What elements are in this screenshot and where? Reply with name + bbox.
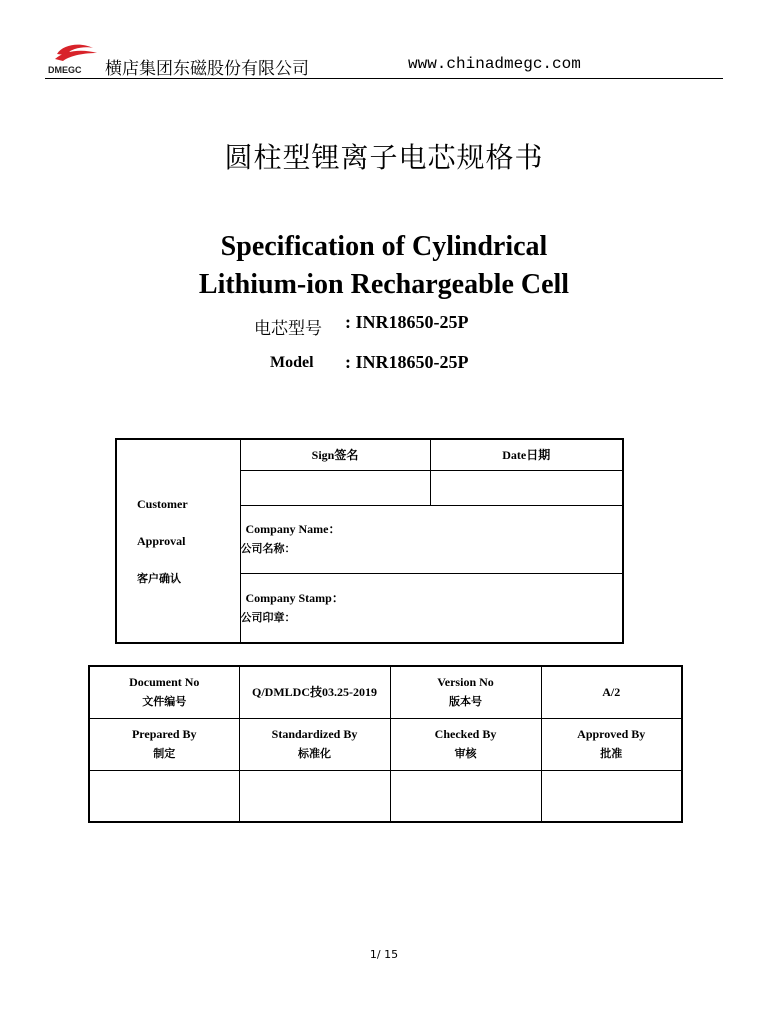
model-label-cn: 电芯型号 <box>254 319 322 339</box>
version-no-label: Version No 版本号 <box>390 666 541 718</box>
document-info-table <box>88 665 683 823</box>
date-cell[interactable] <box>430 470 623 505</box>
prepared-by-label: Prepared By 制定 <box>89 718 239 770</box>
model-label-en: Model <box>270 354 314 371</box>
title-english-line1: Specification of Cylindrical <box>220 231 548 262</box>
model-value-cn-line: : INR18650-25P <box>345 312 469 332</box>
checked-by-label: Checked By 审核 <box>390 718 541 770</box>
document-no-label: Document No 文件编号 <box>89 666 239 718</box>
page-header <box>45 38 723 79</box>
sign-cell[interactable] <box>240 470 430 505</box>
company-stamp-field[interactable]: Company Stamp： 公司印章： <box>240 573 623 643</box>
customer-approval-table <box>115 438 624 644</box>
customer-approval-label: Customer Approval 客户确认 <box>116 439 240 643</box>
sign-header: Sign签名 <box>240 439 430 470</box>
checked-by-sign-cell[interactable] <box>390 770 541 822</box>
document-no-value: Q/DMLDC技03.25-2019 <box>239 666 390 718</box>
dmegc-logo <box>47 40 103 76</box>
standardized-by-label: Standardized By 标准化 <box>239 718 390 770</box>
prepared-by-sign-cell[interactable] <box>89 770 239 822</box>
date-header: Date日期 <box>430 439 623 470</box>
svg-text:DMEGC: DMEGC <box>48 65 82 75</box>
title-english-line2: Lithium-ion Rechargeable Cell <box>198 269 570 300</box>
title-chinese: 圆柱型锂离子电芯规格书 <box>224 141 544 174</box>
company-name-field[interactable]: Company Name： 公司名称： <box>240 505 623 573</box>
version-no-value: A/2 <box>541 666 682 718</box>
approved-by-sign-cell[interactable] <box>541 770 682 822</box>
company-name: 横店集团东磁股份有限公司 <box>105 59 309 79</box>
standardized-by-sign-cell[interactable] <box>239 770 390 822</box>
website-url: www.chinadmegc.com <box>408 55 581 73</box>
model-value-en-line: : INR18650-25P <box>345 352 469 372</box>
page-number: 1/ 15 <box>369 948 399 961</box>
approved-by-label: Approved By 批准 <box>541 718 682 770</box>
